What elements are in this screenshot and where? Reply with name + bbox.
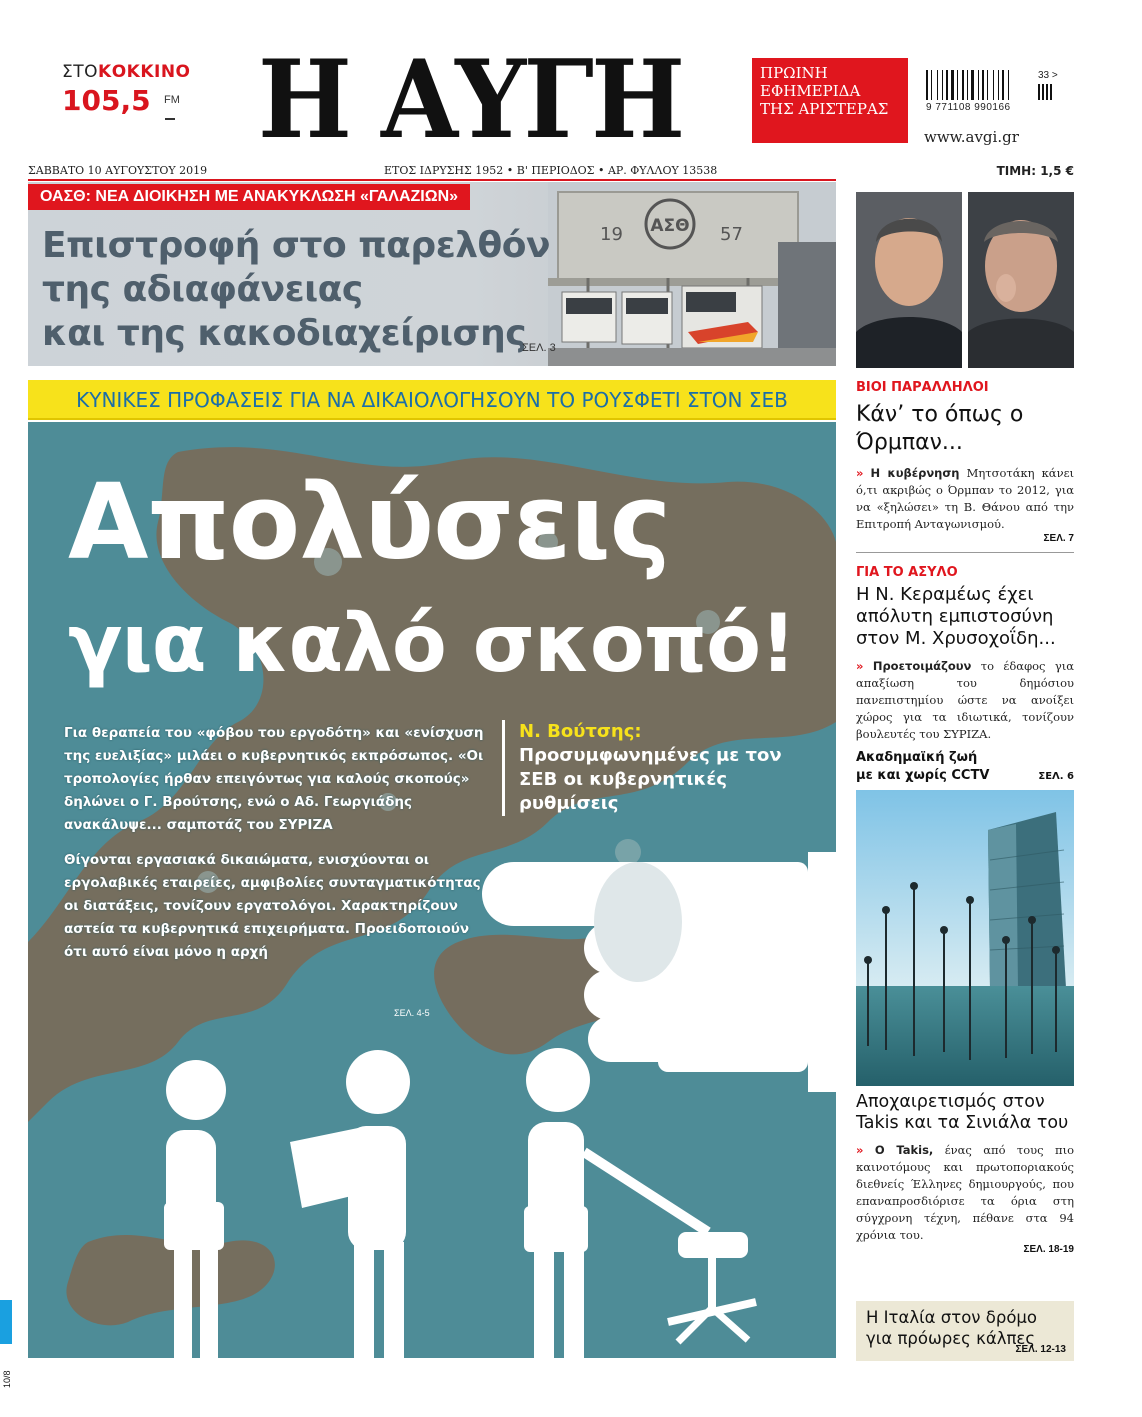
sidebar-story-takis[interactable]: [856, 1092, 1074, 1255]
story-lead-text: Μητσοτάκη κάνει ό,τι ακριβώς ο Όρμπαν το 2012, για να «ξηλώσει» τη Β. Θάνου από την Επιτροπή Ανταγωνισμού.: [856, 466, 1075, 531]
story-page: ΣΕΛ. 12-13: [1015, 1344, 1066, 1355]
barcode-addon: 33 >: [1038, 70, 1058, 81]
subhead-line: Ακαδημαϊκή ζωή: [856, 750, 978, 765]
story-lead-bold: Ο Takis,: [874, 1143, 934, 1157]
barcode-bar: [1002, 70, 1004, 100]
barcode-bar: [985, 70, 986, 100]
tagline-line: ΤΗΣ ΑΡΙΣΤΕΡΑΣ: [760, 100, 889, 118]
red-rule: [28, 179, 836, 181]
main-story-page: ΣΕΛ. 4-5: [394, 1008, 430, 1018]
subhead-line: με και χωρίς CCTV: [856, 768, 990, 783]
story-headline[interactable]: Η Ιταλία στον δρόμο για πρόωρες κάλπες: [866, 1308, 1038, 1348]
radio-band: FM: [164, 94, 180, 106]
edge-date: 10/8: [2, 1370, 12, 1388]
pull-quote: [502, 720, 802, 816]
barcode-bar: [939, 70, 941, 100]
radio-brand: ΣΤΟΚΟΚΚΙΝΟ: [62, 62, 191, 82]
double-chevron-icon: »: [856, 1143, 864, 1157]
story-lead-text: το έδαφος για απαξίωση του δημόσιου πανεπιστημίου ώστε να ανοίξει χώρος για τα ιδιωτικά, τονίζουν βουλευτές του ΣΥΡΙΖΑ.: [856, 659, 1075, 741]
dateline: [28, 164, 1074, 184]
barcode-bar: [969, 70, 970, 100]
divider: [856, 552, 1074, 553]
barcode-bar: [975, 70, 977, 100]
double-chevron-icon: »: [856, 659, 864, 673]
barcode-bar: [978, 70, 979, 100]
story-lead: [856, 658, 1074, 743]
barcode-bar: [995, 70, 997, 100]
website-link[interactable]: www.avgi.gr: [924, 128, 1019, 146]
story-page: ΣΕΛ. 18-19: [1023, 1244, 1074, 1255]
sidebar-story-italy[interactable]: [856, 1301, 1074, 1361]
barcode-bar: [946, 70, 948, 100]
story-headline[interactable]: Αποχαιρετισμός στον Takis και τα Σινιάλα του: [856, 1092, 1069, 1133]
story-kicker: ΓΙΑ ΤΟ ΑΣΥΛΟ: [856, 565, 958, 580]
barcode-bar: [929, 70, 930, 100]
story-headline[interactable]: Η Ν. Κεραμέως έχει απόλυτη εμπιστοσύνη στον Μ. Χρυσοχοΐδη...: [856, 584, 1056, 649]
story-lead: [856, 465, 1074, 533]
barcode-bar: [1005, 70, 1007, 100]
barcode-addon-bars: [1038, 84, 1054, 100]
barcode-bar: [1000, 70, 1001, 100]
radio-frequency: 105,5: [62, 84, 151, 117]
story-lead-bold: Η κυβέρνηση: [870, 466, 960, 480]
story-page: ΣΕΛ. 6: [1038, 771, 1074, 782]
story-lead-text: ένας από τους πιο καινοτόμους και πρωτοποριακούς διεθνείς Έλληνες δημιουργούς, που επαναπροσδιόρισε τα όρια στη σύγχρονη τέχνη, πέθανε στα 94 χρόνια του.: [856, 1143, 1075, 1242]
barcode-bar: [926, 70, 928, 100]
top-story[interactable]: [28, 182, 836, 366]
barcode-bar: [942, 70, 943, 100]
newspaper-logo[interactable]: Η ΑΥΓΗ: [258, 37, 683, 163]
top-story-page: ΣΕΛ. 3: [522, 342, 556, 354]
quote-text: Προσυμφωνημένες με τον ΣΕΒ οι κυβερνητικές ρυθμίσεις: [519, 745, 782, 814]
tagline-line: ΕΦΗΜΕΡΙΔΑ: [760, 82, 861, 100]
depot-sign-logo: ΑΣΘ: [650, 216, 690, 236]
story-page: ΣΕΛ. 7: [1043, 533, 1074, 544]
depot-sign-year-right: 57: [720, 224, 743, 245]
barcode-bars: [926, 70, 1030, 100]
lead-paragraph: Θίγονται εργασιακά δικαιώματα, ενισχύονται οι εργολαβικές εταιρείες, αμφιβολίες συνταγματικότητας οι διατάξεις, τονίζουν εργατολόγοι. Χαρακτηρίζουν αστεία τα κυβερνητικά επιχειρήματα. Προειδοποιούν ότι αυτό είναι μόνο η αρχή: [64, 852, 481, 960]
barcode-bar: [933, 70, 936, 100]
barcode-bar: [949, 70, 950, 100]
barcode-bar: [993, 70, 994, 100]
barcode-bar: [951, 70, 954, 100]
takis-signals-photo: [856, 790, 1074, 1086]
price: ΤΙΜΗ: 1,5 €: [996, 164, 1074, 178]
barcode-bar: [962, 70, 964, 100]
lead-paragraph: Για θεραπεία του «φόβου του εργοδότη» και «ενίσχυση της ευελιξίας» μιλάει ο κυβερνητικός εκπρόσωπος. «Οι τροπολογίες ήρθαν επειγόντως για καλούς σκοπούς» δηλώνει ο Γ. Βρούτσης, ενώ ο Αδ. Γεωργιάδης ανακάλυψε... σαμποτάζ του ΣΥΡΙΖΑ: [64, 725, 484, 833]
barcode-bar: [987, 70, 988, 100]
radio-ad: [62, 62, 192, 128]
double-chevron-icon: »: [856, 466, 864, 480]
main-story-lead: [64, 722, 484, 964]
politicians-photo: [856, 192, 1074, 368]
headline-line: και της κακοδιαχείρισης: [42, 313, 527, 354]
barcode-bar: [937, 70, 938, 100]
bus-depot-photo: [548, 182, 836, 366]
story-lead-bold: Προετοιμάζουν: [872, 659, 972, 673]
barcode-bar: [982, 70, 984, 100]
story-lead: [856, 1142, 1074, 1244]
headline-line: Επιστροφή στο παρελθόν: [42, 225, 550, 266]
barcode-bar: [959, 70, 961, 100]
main-headline-line-1[interactable]: Απολύσεις: [68, 461, 671, 583]
tagline-line: ΠΡΩΙΝΗ: [760, 64, 828, 82]
main-story[interactable]: [28, 422, 836, 1358]
sidebar-story-asylum[interactable]: [856, 565, 1074, 786]
barcode-bar: [971, 70, 974, 100]
edge-color-tab: [0, 1300, 12, 1344]
barcode-bar: [989, 70, 992, 100]
sidebar-story-orban[interactable]: [856, 380, 1074, 553]
barcode: [926, 70, 1066, 130]
issue-number: ΕΤΟΣ ΙΔΡΥΣΗΣ 1952 • Β' ΠΕΡΙΟΔΟΣ • ΑΡ. ΦΥΛΛΟΥ 13538: [384, 164, 718, 177]
barcode-bar: [944, 70, 945, 100]
barcode-bar: [955, 70, 956, 100]
main-headline-line-2[interactable]: για καλό σκοπό!: [68, 597, 796, 690]
depot-sign-year-left: 19: [600, 224, 623, 245]
barcode-bar: [967, 70, 968, 100]
issue-date: ΣΑΒΒΑΤΟ 10 ΑΥΓΟΥΣΤΟΥ 2019: [28, 164, 208, 177]
quote-speaker: Ν. Βούτσης:: [519, 721, 642, 742]
top-story-headline[interactable]: [42, 224, 562, 356]
barcode-bar: [1010, 70, 1013, 100]
barcode-bar: [998, 70, 999, 100]
barcode-digits: 9 771108 990166: [926, 102, 1011, 113]
story-headline[interactable]: Κάν’ το όπως ο Όρμπαν...: [856, 402, 1024, 455]
barcode-bar: [965, 70, 966, 100]
radio-dash: [165, 118, 175, 120]
story-subhead: [856, 749, 1074, 786]
barcode-bar: [931, 70, 932, 100]
tagline-box: [752, 58, 908, 143]
top-story-kicker: ΟΑΣΘ: ΝΕΑ ΔΙΟΙΚΗΣΗ ΜΕ ΑΝΑΚΥΚΛΩΣΗ «ΓΑΛΑΖΙΩΝ»: [28, 184, 470, 210]
story-kicker: ΒΙΟΙ ΠΑΡΑΛΛΗΛΟΙ: [856, 380, 989, 395]
barcode-bar: [957, 70, 958, 100]
barcode-bar: [980, 70, 981, 100]
headline-line: της αδιαφάνειας: [42, 269, 363, 310]
barcode-bar: [1008, 70, 1009, 100]
main-story-kicker: ΚΥΝΙΚΕΣ ΠΡΟΦΑΣΕΙΣ ΓΙΑ ΝΑ ΔΙΚΑΙΟΛΟΓΗΣΟΥΝ ΤΟ ΡΟΥΣΦΕΤΙ ΣΤΟΝ ΣΕΒ: [28, 380, 836, 420]
